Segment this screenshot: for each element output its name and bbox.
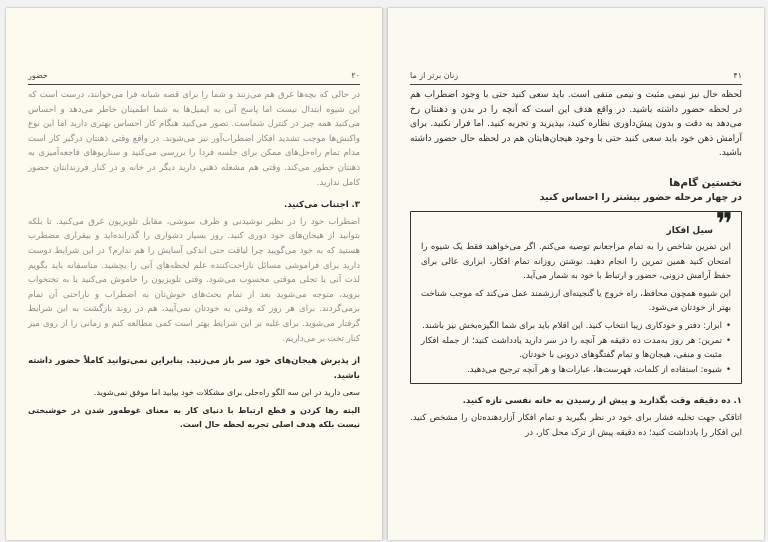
- step-paragraph: اتاقکی جهت تخلیه فشار برای خود در نظر بگیرید و تمام افکار آزاردهنده‌تان را مشخص کنید. این افکار را یادداشت کنید؛ ده دقیقه پیش از ترک محل کار، در: [410, 412, 742, 438]
- section-paragraph: اضطراب خود را در نظیر نوشیدنی و ظرف سوشی، مقابل تلویزیون غرق می‌کنید. تا بلکه بتوانید از هیجان‌های خود دوری کنید. روز بسیار دشواری را گذرانده‌اید و بیقراری مضطرب هستید که به خود می‌گویید چرا لیاقت حتی اندکی آسایش را هم ندارم؟ در این شرایط دوست دارید برای فراموشی مسائل ناراحت‌کننده علم لحظه‌های آنی را بچشید. متاسفانه باید بگویم لذت آنی یا تجلی موقتی محسوب می‌شود. وقتی تلویزیون را خاموش می‌کنید یا به تختخواب بروید، متوجه می‌شوید بعد از تمام بحث‌های خوش‌تان به اضطراب و ناراحتی آن تمام برمی‌گردند. برای هر روز که وقتی به خودتان نمی‌آیید، هم در روند بازگشت به این شرایط گرفتار می‌شوید. برای غلبه بر این شرایط بهتر است کمی مطالعه کنم و زمانی را از روی میز کنار تخت بر می‌داریم.: [28, 216, 360, 344]
- page-number: ۴۱: [733, 71, 742, 80]
- right-page-header: [410, 70, 742, 85]
- right-page: [388, 8, 764, 540]
- intro-paragraph: در حالی که بچه‌ها غرق هم می‌زنند و شما را برای قصه شبانه فرا می‌خوانند، درست است که این شیوه ابتدال نیست اما پاسخ آنی به ایمیل‌ها به شما اطمینان خاطر می‌دهد و احساس می‌کنید همه چیز در کنترل شماست. تصور می‌کنید هنگام کار احساس بهتری دارید اما این نوع واکنش‌ها موجب تشدید افکار اضطراب‌آور نیز می‌شوند. در واقع وقتی ذهنتان درگیر کار است مدام تمام راه‌حل‌های ممکن برای جلسه فردا را بررسی می‌کنید و سناریوهای فاجعه‌آمیزی به ذهنتان خطور می‌کند. وقتی هم مشغله ذهنی دارید دیگر در خانه و در کنار فرزندانتان حضور کامل ندارید.: [28, 90, 360, 188]
- section-subtitle: در چهار مرحله حضور بیشتر را احساس کنید: [539, 191, 742, 203]
- box-paragraph: این تمرین شاخص را به تمام مراجعانم توصیه می‌کنم. اگر می‌خواهید فقط یک شیوه را امتحان کنید همین تمرین را انجام دهید. نوشتن روزانه تمام افکار، ابزاری عالی برای حفظ آرامش درونی، حضور و ارتباط با خود به شمار می‌آید.: [421, 241, 731, 282]
- normal-sentence: سعی دارید در این سه الگو راه‌حلی برای مشکلات خود بیابید اما موفق نمی‌شوید.: [93, 388, 360, 398]
- left-page-header: [28, 70, 360, 85]
- box-title: سیل افکار: [666, 225, 713, 236]
- intro-paragraph: لحظه حال نیز نیمی مثبت و نیمی منفی است. باید سعی کنید حتی با وجود اضطراب هم در لحظه حضور داشته باشید. در واقع هدف این است که آنچه را در بدن و ذهنتان رخ می‌دهد به دقت و بدون پیش‌داوری نظاره کنید، بپذیرید و تجربه کنید. اما فرار نکنید. برای آرامش ذهن خود باید سعی کنید حتی با وجود هیجان‌هایتان هم در لحظه حال حضور داشته باشید.: [410, 90, 742, 159]
- running-title: زنان برتر از ما: [410, 71, 459, 80]
- left-page: [6, 8, 382, 540]
- box-bullet: • شیوه: استفاده از کلمات، فهرست‌ها، عبارات‌ها و هر آنچه ترجیح می‌دهید.: [421, 363, 731, 378]
- page-number: ۲۰: [351, 71, 360, 80]
- box-bullet: • ابزار: دفتر و خودکاری زیبا انتخاب کنید. این اقلام باید برای شما الگیزه‌بخش نیز باشند.: [421, 319, 731, 334]
- box-paragraph: این شیوه همچون محافظ، راه خروج یا گنجینه‌ای ارزشمند عمل می‌کند که موجب شناخت بهتر از خودتان می‌شود.: [421, 288, 731, 314]
- left-page-body: [28, 88, 360, 436]
- section-title: نخستین گام‌ها: [669, 176, 742, 189]
- closing-bold-sentence: البته رها کردن و قطع ارتباط با دنیای کار به معنای غوطه‌ور شدن در خوشبختی نیست بلکه هدف اصلی تجربه لحظه حال است.: [28, 405, 360, 430]
- right-page-body: [410, 88, 742, 443]
- running-title: حضور: [28, 71, 48, 80]
- exercise-box: [410, 206, 742, 384]
- step-heading: ۱. ده دقیقه وقت بگذارید و پیش از رسیدن به خانه نفسی تازه کنید.: [462, 396, 742, 407]
- quote-mark-icon: ❞: [715, 206, 733, 242]
- section-heading: ۳. اجتناب می‌کنید.: [284, 200, 360, 211]
- box-bullet: • تمرین: هر روز به‌مدت ده دقیقه هر آنچه را در سر دارید یادداشت کنید؛ از جمله افکار مثبت و منفی، هیجان‌ها و تمام گفتگوهای درونی با خودتان.: [421, 334, 731, 363]
- bold-sentence: از پذیرش هیجان‌های خود سر باز می‌زنید. بنابراین نمی‌توانید کاملاً حضور داشته باشید.: [28, 356, 360, 381]
